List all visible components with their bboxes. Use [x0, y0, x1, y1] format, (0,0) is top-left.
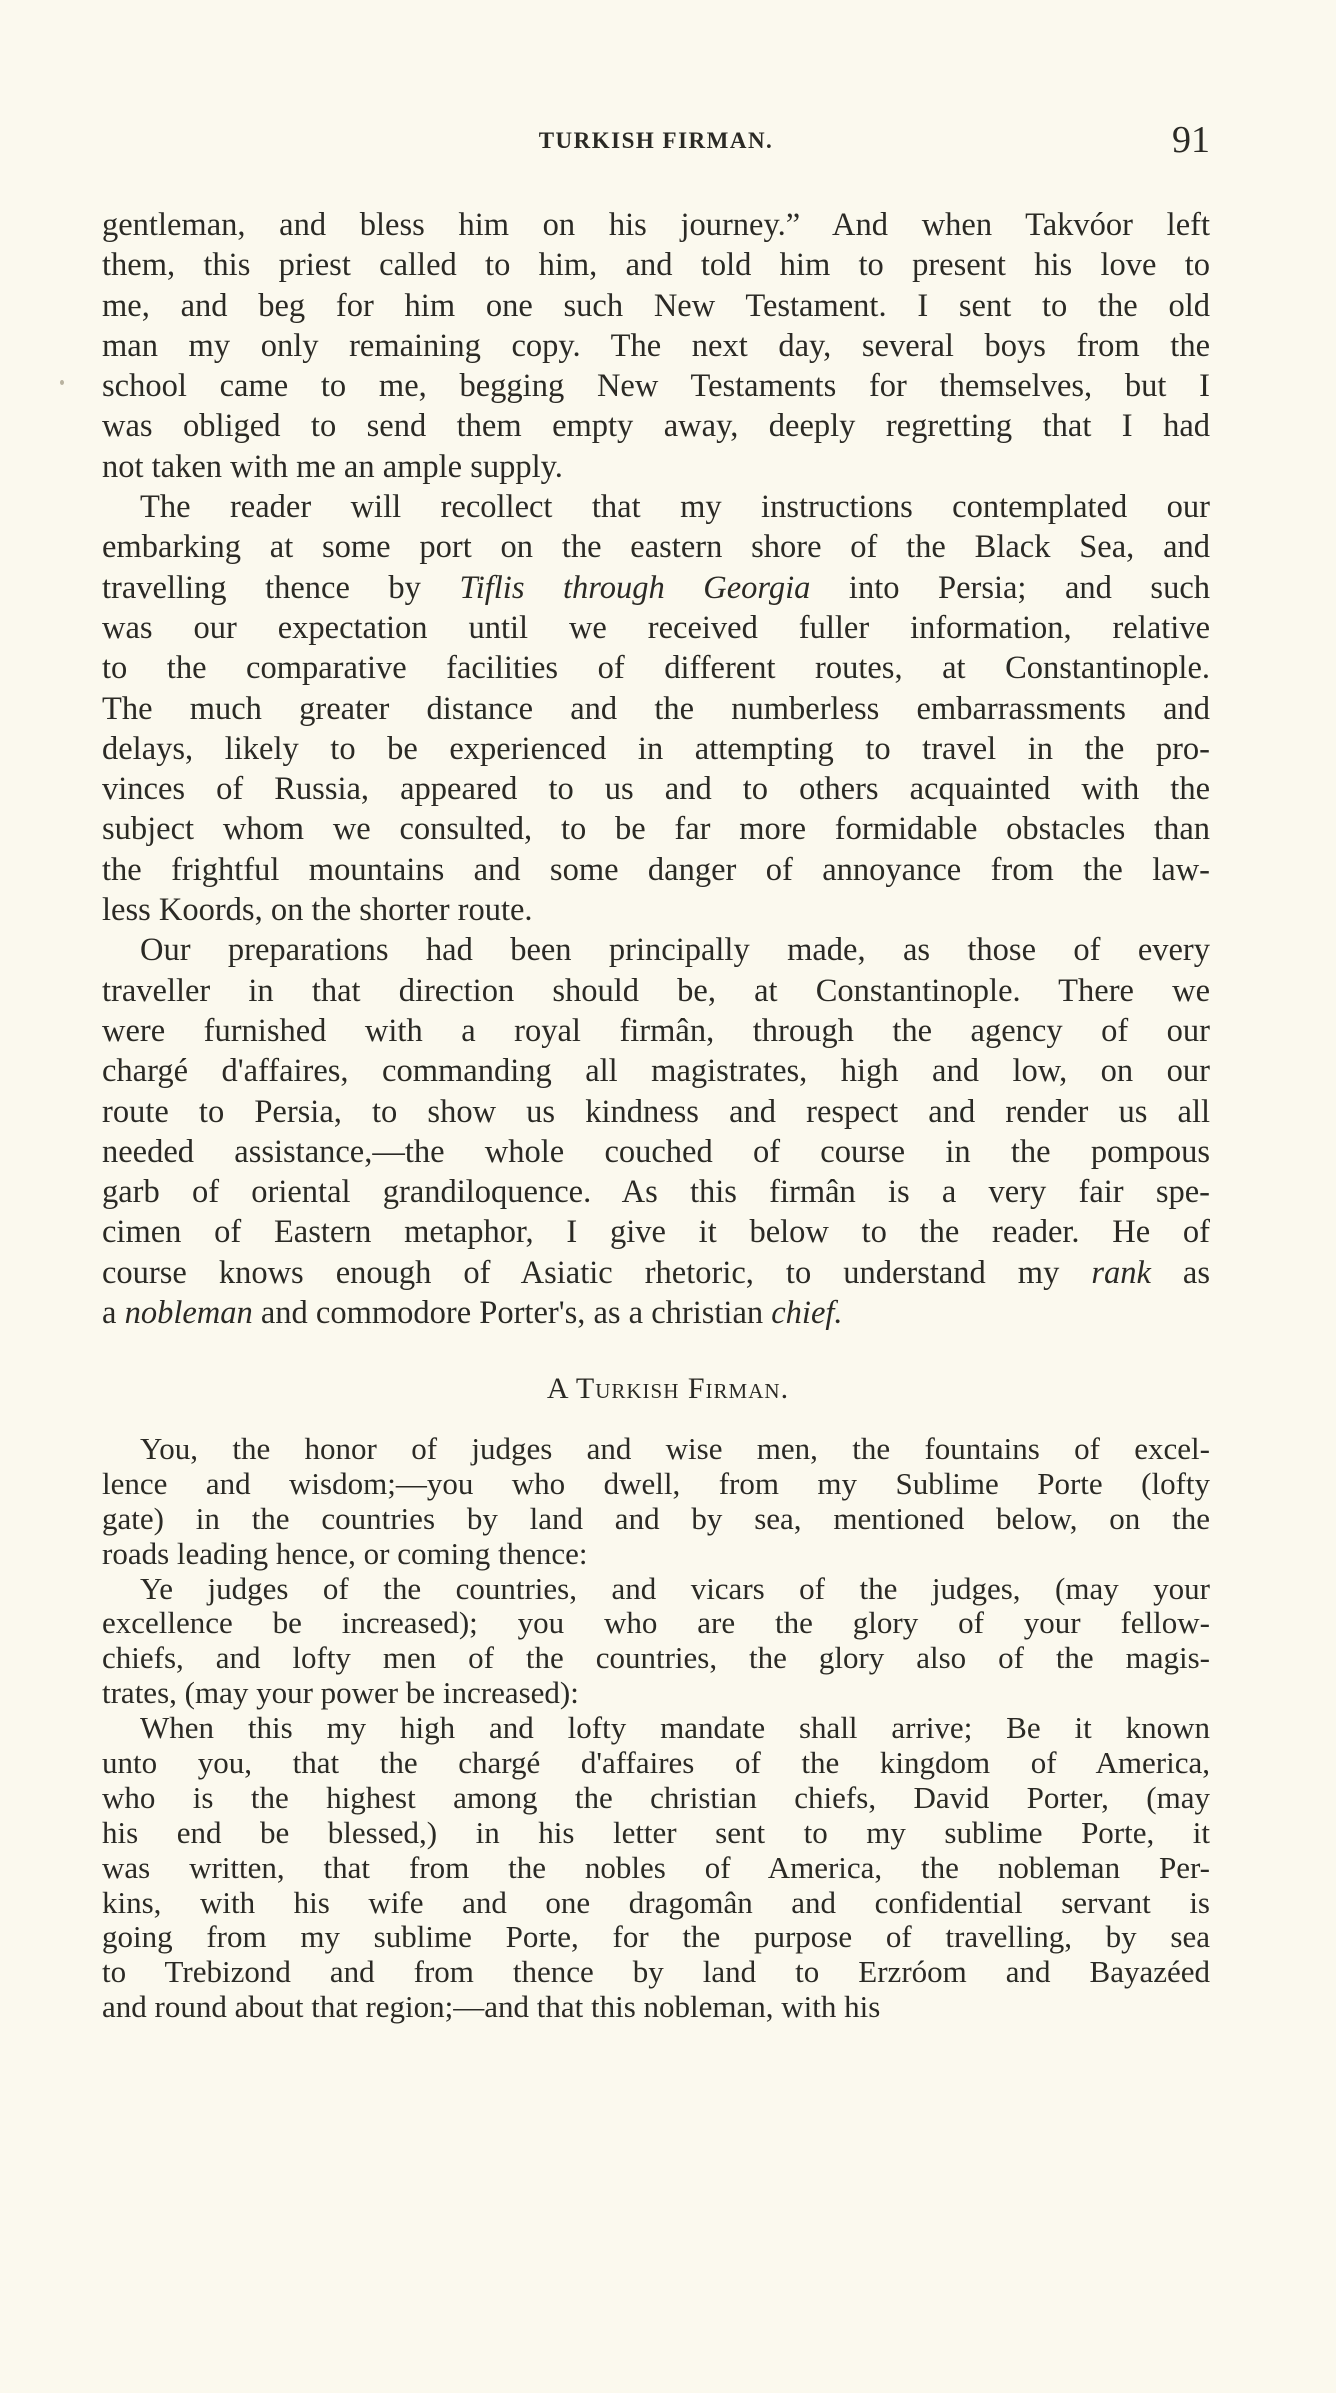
text-segment: Ye judges of the countries, and vicars of the judges, (may your — [140, 1570, 1210, 1606]
text-line — [102, 1537, 1210, 1572]
text-segment: were furnished with a royal firmân, through the agency of our — [102, 1012, 1210, 1049]
running-head — [102, 118, 1210, 162]
text-line — [102, 1781, 1210, 1816]
text-segment: and round about that region;—and that this nobleman, with his — [102, 1989, 881, 2025]
text-line — [102, 1606, 1210, 1641]
paragraph — [102, 930, 1210, 1333]
text-line — [102, 1011, 1210, 1051]
text-line — [102, 648, 1210, 688]
text-segment: chargé d'affaires, commanding all magistrates, high and low, on our — [102, 1053, 1210, 1090]
text-segment: lence and wisdom;—you who dwell, from my Sublime Porte (lofty — [102, 1465, 1210, 1501]
text-line — [102, 1467, 1210, 1502]
text-segment: You, the honor of judges and wise men, the fountains of excel- — [140, 1431, 1210, 1466]
text-line — [102, 568, 1210, 608]
paragraph — [102, 205, 1210, 487]
text-line — [102, 1676, 1210, 1711]
running-head-title: TURKISH FIRMAN. — [538, 128, 774, 153]
text-segment: was obliged to send them empty away, deeply regretting that I had — [102, 408, 1210, 445]
text-segment: gate) in the countries by land and by sea, mentioned below, on the — [102, 1500, 1210, 1536]
text-segment: who is the highest among the christian chiefs, David Porter, (may — [102, 1779, 1210, 1815]
text-segment: vinces of Russia, appeared to us and to others acquainted with the — [102, 771, 1210, 808]
text-line — [102, 205, 1210, 245]
text-line — [102, 1955, 1210, 1990]
text-line — [102, 406, 1210, 446]
paper-speck — [60, 380, 64, 385]
text-line — [102, 1172, 1210, 1212]
text-segment: travelling thence by — [102, 569, 460, 606]
text-line — [102, 1051, 1210, 1091]
paragraph — [102, 1572, 1210, 1712]
italic-text: rank — [1091, 1254, 1151, 1291]
text-segment: to Trebizond and from thence by land to Erzróom and Bayazéed — [102, 1954, 1210, 1990]
text-line — [102, 930, 1210, 970]
firman-text — [102, 1432, 1210, 2025]
text-segment: course knows enough of Asiatic rhetoric, to understand my — [102, 1254, 1092, 1291]
text-segment: garb of oriental grandiloquence. As this firmân is a very fair spe- — [102, 1174, 1210, 1211]
text-line — [102, 809, 1210, 849]
text-segment: roads leading hence, or coming thence: — [102, 1535, 588, 1571]
text-line — [102, 1432, 1210, 1467]
text-line — [102, 326, 1210, 366]
text-line — [102, 729, 1210, 769]
text-segment: his end be blessed,) in his letter sent to my sublime Porte, it — [102, 1814, 1210, 1850]
text-line — [102, 1990, 1210, 2025]
text-segment: route to Persia, to show us kindness and respect and render us all — [102, 1093, 1210, 1130]
section-heading: A Turkish Firman. — [546, 1372, 790, 1405]
text-line — [102, 366, 1210, 406]
italic-text: Tiflis through Georgia — [459, 569, 811, 606]
text-segment: The reader will recollect that my instructions contemplated our — [140, 489, 1210, 526]
text-line — [102, 1746, 1210, 1781]
text-segment: kins, with his wife and one dragomân and confidential servant is — [102, 1884, 1210, 1920]
text-line — [102, 890, 1210, 930]
italic-text: nobleman — [124, 1295, 253, 1332]
text-segment: needed assistance,—the whole couched of course in the pompous — [102, 1133, 1210, 1170]
text-segment: trates, (may your power be increased): — [102, 1675, 579, 1711]
text-line — [102, 1092, 1210, 1132]
text-segment: Our preparations had been principally made, as those of every — [140, 932, 1210, 969]
text-segment: cimen of Eastern metaphor, I give it below to the reader. He of — [102, 1214, 1210, 1251]
text-line — [102, 1886, 1210, 1921]
text-line — [102, 286, 1210, 326]
text-segment: man my only remaining copy. The next day, several boys from the — [102, 327, 1210, 364]
text-line — [102, 245, 1210, 285]
paragraph — [102, 1711, 1210, 2025]
text-line — [102, 971, 1210, 1011]
paragraph — [102, 1432, 1210, 1572]
body-text — [102, 205, 1210, 1333]
paragraph — [102, 487, 1210, 930]
text-segment: embarking at some port on the eastern shore of the Black Sea, and — [102, 529, 1210, 566]
text-line — [102, 1816, 1210, 1851]
text-line — [102, 1572, 1210, 1607]
text-line — [102, 1293, 1210, 1333]
text-line — [102, 608, 1210, 648]
text-line — [102, 1851, 1210, 1886]
text-segment: chiefs, and lofty men of the countries, the glory also of the magis- — [102, 1640, 1210, 1676]
text-line — [102, 487, 1210, 527]
text-segment: the frightful mountains and some danger of annoyance from the law- — [102, 851, 1210, 888]
text-line — [102, 689, 1210, 729]
text-line — [102, 1132, 1210, 1172]
italic-text: chief. — [771, 1295, 843, 1332]
text-segment: When this my high and lofty mandate shall arrive; Be it known — [140, 1710, 1210, 1746]
text-segment: traveller in that direction should be, at Constantinople. There we — [102, 972, 1210, 1009]
text-line — [102, 447, 1210, 487]
text-segment: delays, likely to be experienced in attempting to travel in the pro- — [102, 730, 1210, 767]
text-line — [102, 1641, 1210, 1676]
text-segment: into Persia; and such — [810, 569, 1211, 606]
text-line — [102, 1253, 1210, 1293]
page-number: 91 — [1172, 119, 1210, 161]
text-segment: and commodore Porter's, as a christian — [252, 1295, 772, 1332]
text-line — [102, 1920, 1210, 1955]
text-line — [102, 850, 1210, 890]
text-line — [102, 1711, 1210, 1746]
text-segment: unto you, that the chargé d'affaires of the kingdom of America, — [102, 1745, 1210, 1781]
text-segment: as — [1150, 1254, 1210, 1291]
text-segment: me, and beg for him one such New Testament. I sent to the old — [102, 287, 1210, 324]
text-line — [102, 769, 1210, 809]
text-segment: gentleman, and bless him on his journey.” And when Takvóor left — [102, 207, 1210, 243]
text-line — [102, 527, 1210, 567]
text-line — [102, 1212, 1210, 1252]
text-segment: excellence be increased); you who are the glory of your fellow- — [102, 1605, 1210, 1641]
text-segment: going from my sublime Porte, for the purpose of travelling, by sea — [102, 1919, 1210, 1955]
text-segment: was written, that from the nobles of America, the nobleman Per- — [102, 1849, 1210, 1885]
text-segment: them, this priest called to him, and told him to present his love to — [102, 247, 1210, 284]
text-segment: to the comparative facilities of different routes, at Constantinople. — [102, 650, 1210, 687]
text-segment: was our expectation until we received fuller information, relative — [102, 609, 1210, 646]
text-segment: subject whom we consulted, to be far more formidable obstacles than — [102, 811, 1210, 848]
text-line — [102, 1502, 1210, 1537]
text-segment: The much greater distance and the numberless embarrassments and — [102, 690, 1210, 727]
text-segment: school came to me, begging New Testaments for themselves, but I — [102, 368, 1210, 405]
text-segment: less Koords, on the shorter route. — [102, 892, 533, 929]
text-segment: not taken with me an ample supply. — [102, 448, 563, 485]
text-segment: a — [102, 1295, 125, 1332]
